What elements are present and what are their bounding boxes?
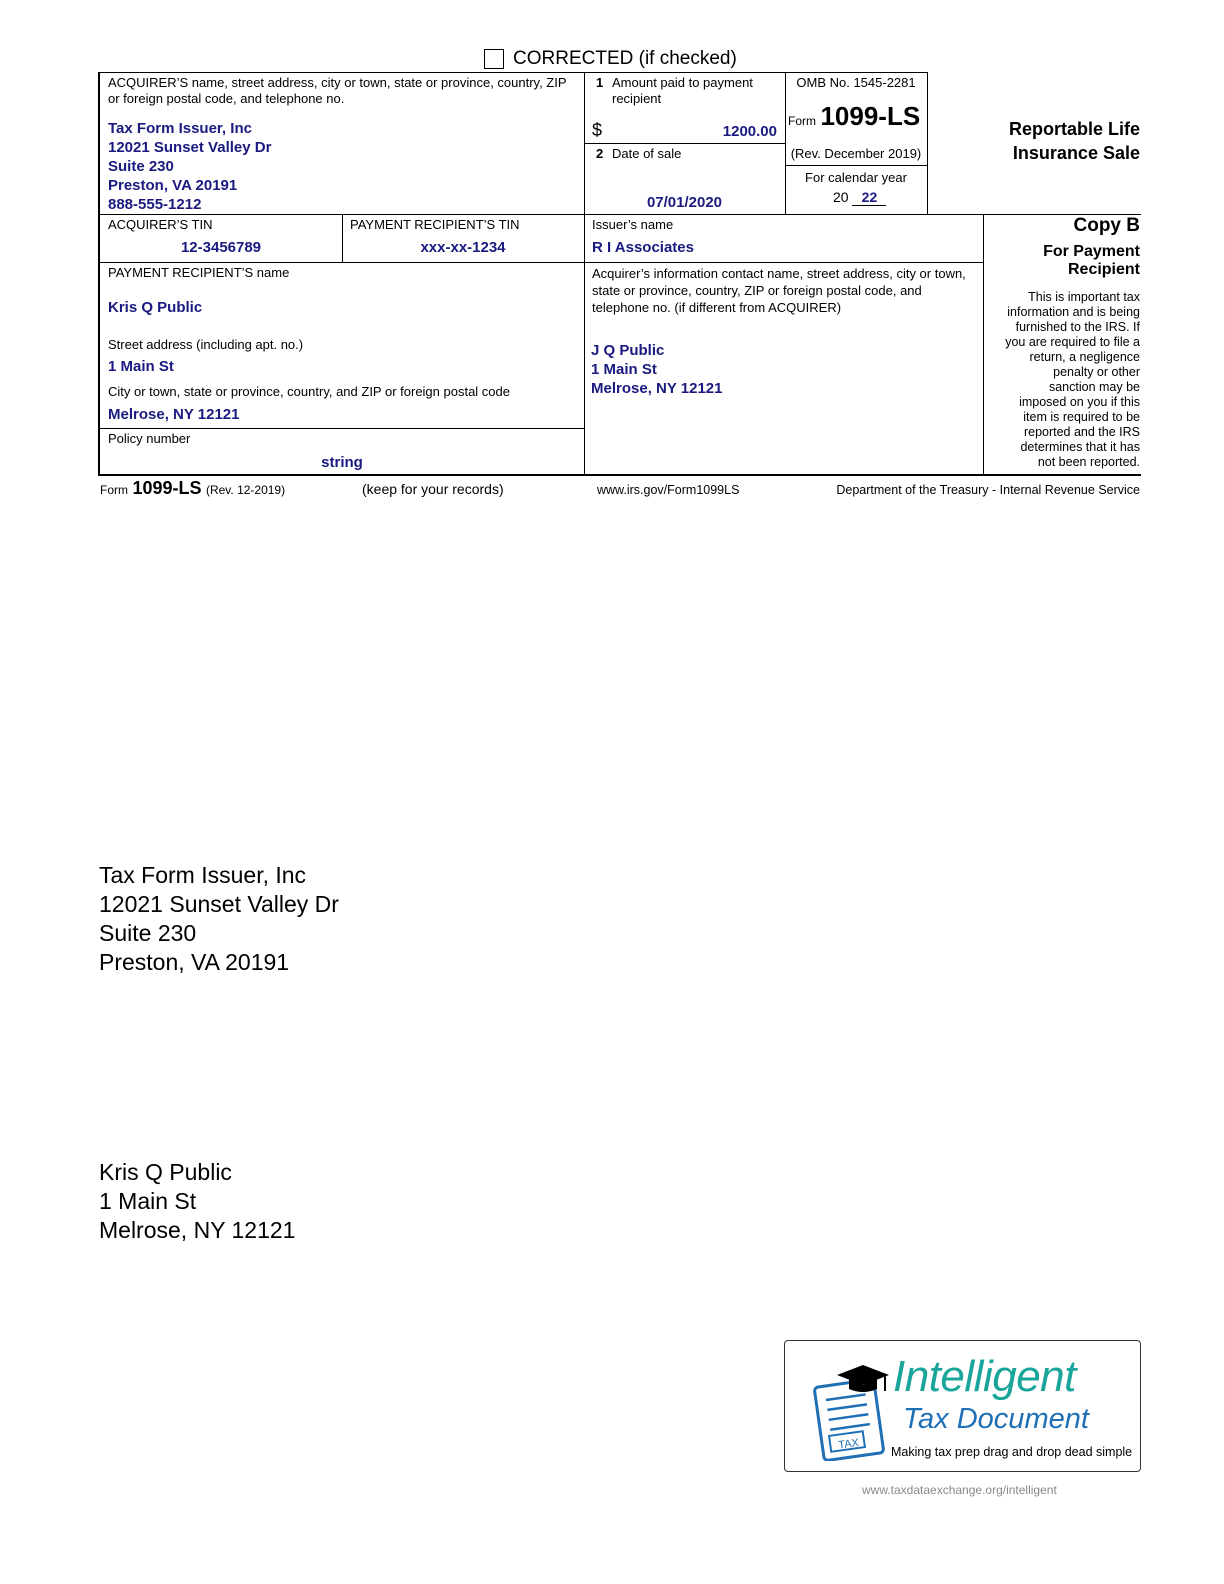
ad-title-secondary: Tax Document: [903, 1403, 1089, 1435]
contact-line: J Q Public: [591, 342, 665, 359]
recipient-mailing-line: 1 Main St: [99, 1188, 197, 1214]
recipient-mailing-address: [99, 1158, 295, 1245]
notice-line: reported and the IRS: [1023, 425, 1140, 439]
sender-line: Preston, VA 20191: [99, 949, 290, 975]
notice-line: information and is being: [1007, 305, 1140, 319]
notice-line: you are required to file a: [1005, 335, 1140, 349]
acquirer-line: 12021 Sunset Valley Dr: [108, 139, 272, 156]
acquirer-tin: 12-3456789: [180, 239, 262, 256]
sender-line: Tax Form Issuer, Inc: [99, 862, 307, 888]
form-revision: (Rev. December 2019): [790, 146, 922, 161]
box2-number: 2: [596, 146, 604, 161]
footer-revision: (Rev. 12-2019): [205, 483, 286, 497]
notice-line: furnished to the IRS. If: [1015, 320, 1140, 334]
footer-department: Department of the Treasury - Internal Revenue Service: [836, 483, 1140, 497]
notice-line: return, a negligence: [1029, 350, 1140, 364]
recipient-street-label: Street address (including apt. no.): [108, 337, 304, 352]
footer-url[interactable]: www.irs.gov/Form1099LS: [597, 483, 740, 497]
notice-line: This is important tax: [1028, 290, 1140, 304]
recipient-city-label: City or town, state or province, country, and ZIP or foreign postal code: [108, 384, 510, 399]
copy-subtitle-line: Recipient: [1067, 261, 1140, 278]
box1-number: 1: [596, 75, 604, 90]
contact-line: Melrose, NY 12121: [591, 380, 723, 397]
form-title: [788, 101, 920, 132]
box2-label: Date of sale: [612, 146, 682, 161]
acquirer-label: ACQUIRER’S name, street address, city or town, state or province, country, ZIP or foreign postal code, and telephone no.: [108, 75, 567, 106]
year-prefix: 20: [833, 189, 849, 205]
tax-icon-label: TAX: [837, 1436, 860, 1452]
sender-line: Suite 230: [99, 920, 197, 946]
recipient-mailing-line: Melrose, NY 12121: [99, 1217, 296, 1243]
policy-label: Policy number: [108, 431, 191, 446]
omb-number: OMB No. 1545-2281: [796, 75, 916, 90]
acquirer-line: 888-555-1212: [108, 196, 202, 213]
issuer-label: Issuer’s name: [592, 217, 674, 232]
tax-document-icon: [813, 1361, 893, 1461]
corrected-label: CORRECTED (if checked): [513, 48, 737, 69]
notice-line: sanction may be: [1048, 380, 1140, 394]
recipient-name: Kris Q Public: [108, 299, 203, 316]
form-name-line: Reportable Life: [1008, 119, 1140, 139]
notice-line: imposed on you if this: [1019, 395, 1140, 409]
form-name: [940, 117, 1140, 165]
footer-form-prefix: Form: [100, 483, 128, 497]
box1-currency: $: [592, 120, 603, 140]
corrected-checkbox[interactable]: [484, 49, 504, 69]
recipient-city: Melrose, NY 12121: [108, 406, 240, 423]
footer-keep: (keep for your records): [362, 481, 504, 497]
form-number: 1099-LS: [820, 101, 921, 131]
notice-line: item is required to be: [1023, 410, 1140, 424]
recipient-tin-label: PAYMENT RECIPIENT’S TIN: [350, 217, 520, 232]
acquirer-tin-label: ACQUIRER’S TIN: [108, 217, 213, 232]
ad-title-primary: Intelligent: [893, 1352, 1076, 1401]
sender-line: 12021 Sunset Valley Dr: [99, 891, 339, 917]
recipient-tin: xxx-xx-1234: [420, 239, 506, 256]
acquirer-contact: [591, 341, 722, 398]
calendar-year-label: For calendar year: [805, 170, 907, 185]
copy-notice: [985, 290, 1140, 470]
footer-form-number: 1099-LS: [132, 478, 202, 498]
notice-line: penalty or other: [1053, 365, 1140, 379]
acquirer-line: Suite 230: [108, 158, 174, 175]
policy-number: string: [321, 454, 363, 471]
notice-line: not been reported.: [1037, 455, 1140, 469]
recipient-name-label: PAYMENT RECIPIENT’S name: [108, 265, 290, 280]
box1-amount: 1200.00: [722, 123, 777, 140]
ad-tagline: Making tax prep drag and drop dead simple: [891, 1445, 1133, 1459]
year-suffix: 22: [852, 189, 886, 206]
acquirer-contact-label: Acquirer’s information contact name, street address, city or town, state or province, country, ZIP or foreign postal code, and telephone no. (if different from ACQUIRER): [592, 266, 966, 315]
footer-form-id: [100, 478, 285, 499]
copy-subtitle-line: For Payment: [1043, 243, 1140, 260]
ad-banner[interactable]: [784, 1340, 1141, 1472]
box2-date: 07/01/2020: [646, 194, 723, 211]
form-prefix: Form: [788, 114, 816, 128]
acquirer-address: [108, 119, 271, 214]
issuer-name: R I Associates: [592, 239, 694, 256]
copy-subtitle: [990, 243, 1140, 279]
acquirer-line: Preston, VA 20191: [108, 177, 238, 194]
sender-address: [99, 861, 339, 977]
acquirer-line: Tax Form Issuer, Inc: [108, 120, 252, 137]
recipient-mailing-line: Kris Q Public: [99, 1159, 232, 1185]
ad-url[interactable]: www.taxdataexchange.org/intelligent: [862, 1483, 1057, 1497]
notice-line: determines that it has: [1020, 440, 1140, 454]
form-name-line: Insurance Sale: [1012, 143, 1140, 163]
recipient-street: 1 Main St: [108, 358, 174, 375]
calendar-year: [833, 189, 886, 206]
copy-title: Copy B: [1073, 215, 1140, 236]
box1-label: Amount paid to payment recipient: [612, 75, 753, 106]
contact-line: 1 Main St: [591, 361, 657, 378]
